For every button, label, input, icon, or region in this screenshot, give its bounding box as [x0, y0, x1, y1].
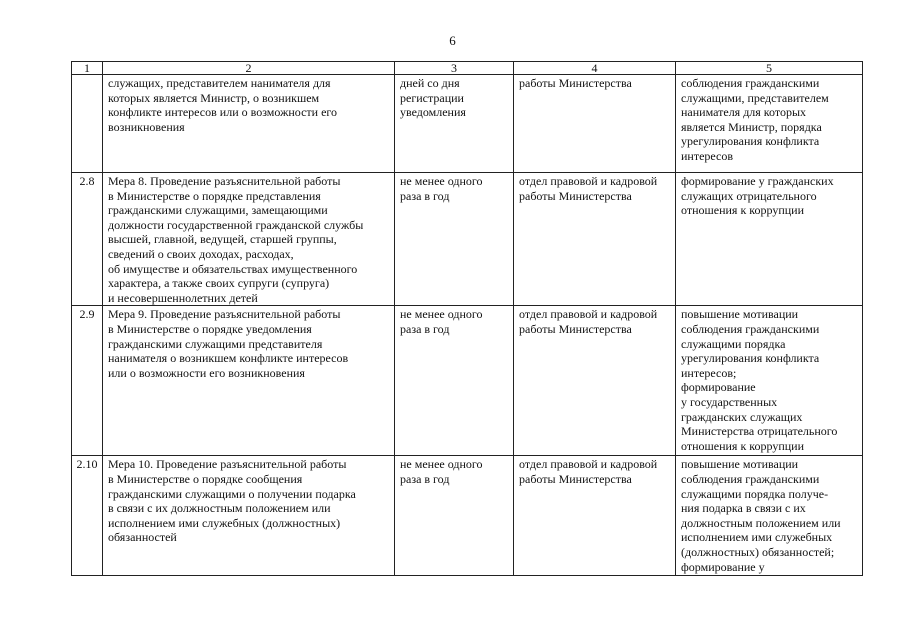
result-cell: формирование у гражданских служащих отрицательного отношения к коррупции — [676, 173, 863, 306]
term-cell: не менее одного раза в год — [395, 306, 514, 456]
row-number: 2.8 — [72, 173, 103, 306]
term-cell: не менее одного раза в год — [395, 456, 514, 576]
result-cell: повышение мотивации соблюдения гражданскими служащими порядка урегулирования конфликта интересов; формирование у государственных гражданских служащих Министерства отрицательного отношения к коррупции — [676, 306, 863, 456]
responsible-cell: отдел правовой и кадровой работы Министерства — [514, 456, 676, 576]
responsible-cell: отдел правовой и кадровой работы Министерства — [514, 173, 676, 306]
column-number-5: 5 — [676, 62, 863, 75]
table-row — [72, 173, 863, 306]
responsible-cell: работы Министерства — [514, 75, 676, 173]
row-number — [72, 75, 103, 173]
column-number-2: 2 — [103, 62, 395, 75]
result-cell: повышение мотивации соблюдения гражданскими служащими порядка получе- ния подарка в связи с их должностным положением или исполнением ими служебных (должностных) обязанностей; формирование у — [676, 456, 863, 576]
table-row — [72, 456, 863, 576]
measure-cell: служащих, представителем нанимателя для которых является Министр, о возникшем конфликте интересов или о возможности его возникновения — [103, 75, 395, 173]
row-number: 2.10 — [72, 456, 103, 576]
page-number: 6 — [449, 33, 456, 48]
measures-table — [71, 61, 863, 576]
measure-cell: Мера 8. Проведение разъяснительной работы в Министерстве о порядке представления гражданскими служащими, замещающими должности государственной гражданской службы высшей, главной, ведущей, старшей группы, сведений о своих доходах, расходах, об имуществе и обязательствах имущественного характера, а также своих супруги (супруга) и несовершеннолетних детей — [103, 173, 395, 306]
responsible-cell: отдел правовой и кадровой работы Министерства — [514, 306, 676, 456]
row-number: 2.9 — [72, 306, 103, 456]
result-cell: соблюдения гражданскими служащими, представителем нанимателя для которых является Министр, порядка урегулирования конфликта интересов — [676, 75, 863, 173]
term-cell: дней со дня регистрации уведомления — [395, 75, 514, 173]
column-number-4: 4 — [514, 62, 676, 75]
term-cell: не менее одного раза в год — [395, 173, 514, 306]
column-number-3: 3 — [395, 62, 514, 75]
table-header-row — [72, 62, 863, 75]
column-number-1: 1 — [72, 62, 103, 75]
measure-cell: Мера 10. Проведение разъяснительной работы в Министерстве о порядке сообщения гражданскими служащими о получении подарка в связи с их должностным положением или исполнением ими служебных (должностных) обязанностей — [103, 456, 395, 576]
table-row — [72, 306, 863, 456]
table-row — [72, 75, 863, 173]
measure-cell: Мера 9. Проведение разъяснительной работы в Министерстве о порядке уведомления гражданскими служащими представителя нанимателя о возникшем конфликте интересов или о возможности его возникновения — [103, 306, 395, 456]
